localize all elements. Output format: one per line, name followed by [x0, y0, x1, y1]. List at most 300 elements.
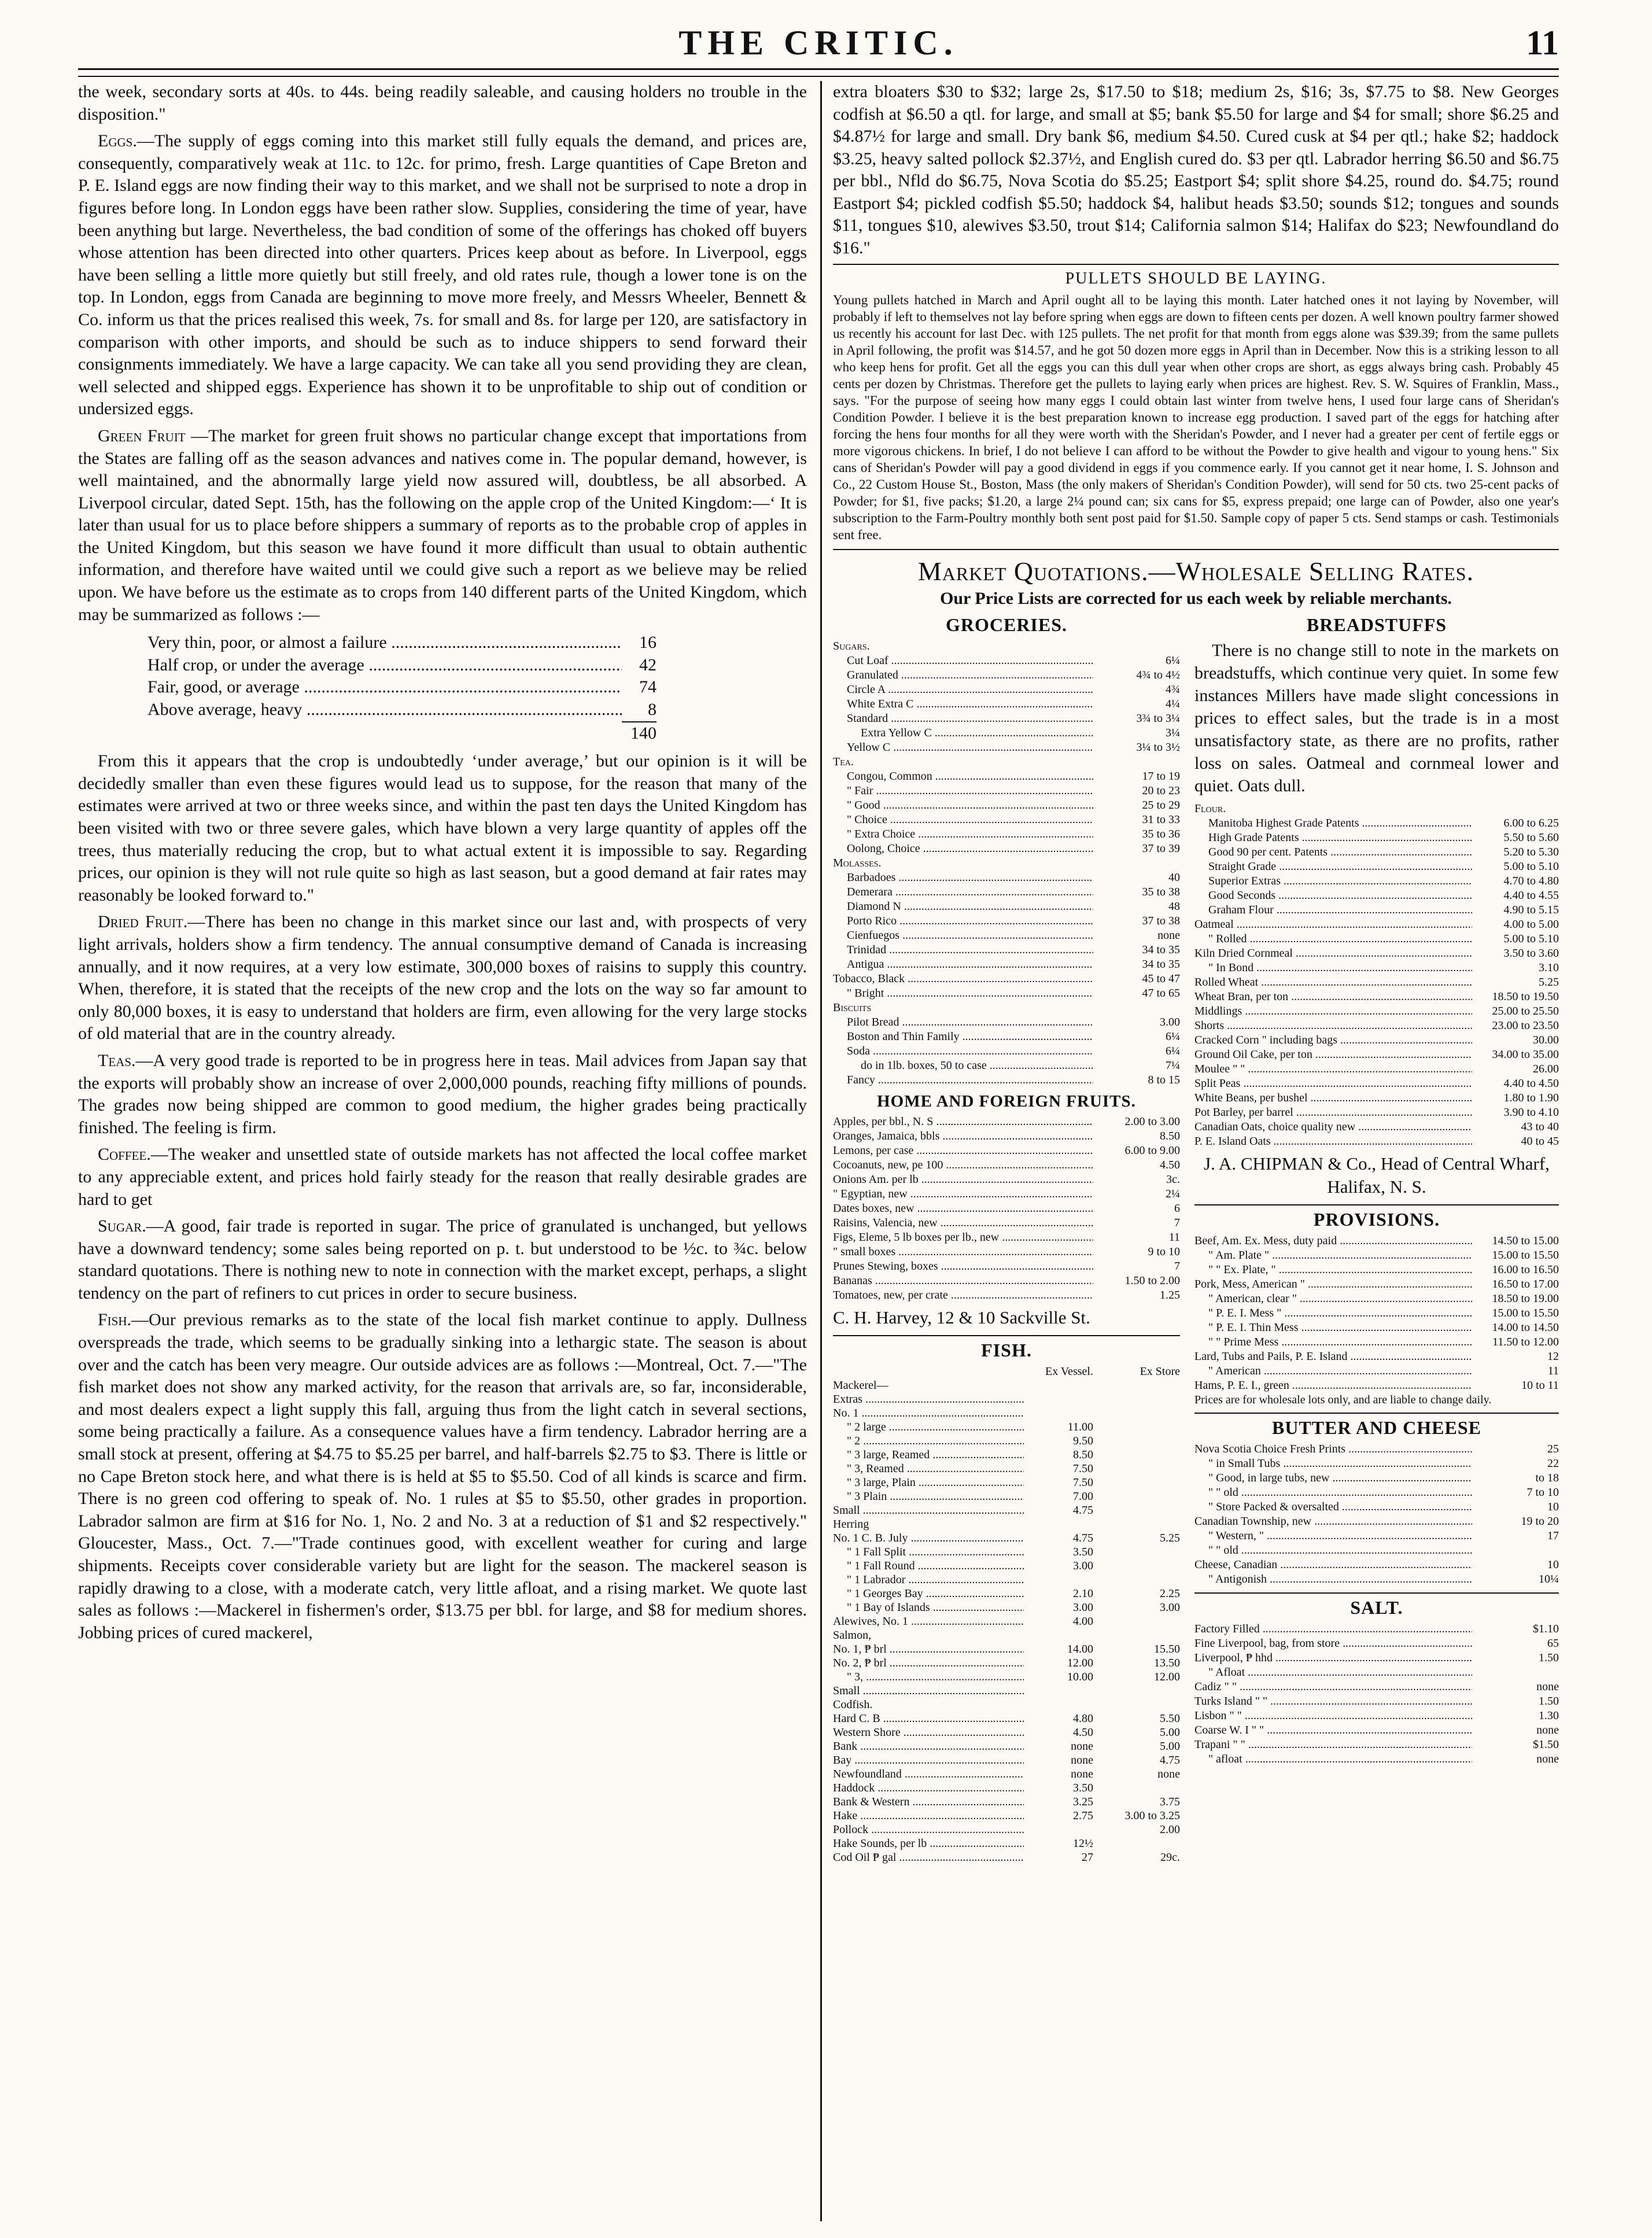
fish-store-price [1093, 1392, 1180, 1406]
provision-row [1194, 1292, 1559, 1306]
butter-title: BUTTER AND CHEESE [1272, 1417, 1481, 1438]
fish-vessel-price: 7.50 [1073, 1462, 1093, 1475]
fish-row [833, 1698, 1180, 1712]
butter-row-price [1472, 1543, 1559, 1558]
grocery-row [833, 697, 1180, 711]
salt-row [1194, 1752, 1559, 1767]
fish-vessel-price [1024, 1684, 1093, 1698]
divider [833, 549, 1559, 550]
left-column [78, 81, 807, 2221]
grocery-row-price [1093, 755, 1180, 769]
fish-store-price [1093, 1684, 1180, 1698]
fish-row [833, 1670, 1180, 1684]
fish-name: " 1 Bay of Islands ..... [833, 1601, 1024, 1614]
fish-store-price: 12.00 [1154, 1671, 1180, 1683]
salt-row-price: 1.50 [1539, 1651, 1559, 1664]
flour-row-name: Split Peas ..... [1194, 1076, 1472, 1091]
butter-row-name: " in Small Tubs ..... [1194, 1457, 1472, 1471]
fruits-title: HOME AND FOREIGN FRUITS. [877, 1092, 1136, 1111]
fish-name: " 2 large ..... [833, 1420, 1024, 1434]
fish-vessel-price: 7.00 [1073, 1490, 1093, 1503]
grocery-row [833, 755, 1180, 769]
salt-row-name: Turks Island " " ..... [1194, 1694, 1472, 1709]
grocery-row-price: 45 to 47 [1142, 972, 1180, 985]
fish-row [833, 1684, 1180, 1698]
market-subtitle: Our Price Lists are corrected for us each week by reliable merchants. [940, 589, 1452, 608]
grocery-row-price: 3¼ [1166, 727, 1180, 739]
fruit-row [833, 1173, 1180, 1187]
flour-row-name: " In Bond ..... [1194, 961, 1472, 975]
flour-row-price: 23.00 to 23.50 [1492, 1019, 1559, 1032]
butter-row [1194, 1572, 1559, 1587]
market-left-subcolumn [833, 612, 1180, 1864]
flour-row-price: 4.40 to 4.50 [1503, 1077, 1559, 1090]
header-rule [78, 68, 1559, 77]
fish-vessel-price: 2.75 [1073, 1809, 1093, 1822]
grocery-row-name: Yellow C ..... [833, 740, 1093, 755]
provisions-note: Prices are for wholesale lots only, and are liable to change daily. [1194, 1393, 1492, 1406]
masthead: THE CRITIC. [679, 24, 958, 62]
fish-store-price: 13.50 [1154, 1657, 1180, 1669]
flour-row-name: Flour. [1194, 802, 1226, 815]
grocery-row-name: Fancy ..... [833, 1073, 1093, 1087]
grocery-row-price: 4¼ [1166, 698, 1180, 710]
fish-vessel-price: 12.00 [1067, 1657, 1093, 1669]
flour-row-price: 18.50 to 19.50 [1492, 990, 1559, 1003]
grocery-row-price: 34 to 35 [1142, 943, 1180, 956]
grocery-row [833, 726, 1180, 740]
teas-paragraph [78, 1050, 807, 1139]
butter-row [1194, 1500, 1559, 1514]
chipman-credit: J. A. CHIPMAN & Co., Head of Central Wharf, Halifax, N. S. [1204, 1153, 1550, 1197]
grocery-row-name: Antigua ..... [833, 957, 1093, 972]
grocery-row-name: Tea. [833, 755, 854, 768]
crop-after-paragraph: From this it appears that the crop is undoubtedly ‘under average,’ but our opinion is it will be decidedly smaller than even these figures would lead us to suppose, for the reason that many of the estimates were arrived at two or three weeks since, and within the past ten days the United Kingdom has been visited with two or three severe gales, which have blown a very large quantity of apples off the trees, thus materially reducing the crop, but to what actual extent it is impossible to say. Regarding prices, our opinion is they will not rule quite so high as last season, but a good demand at fair rates may reasonably be looked forward to." [78, 751, 807, 905]
fish-store-price: 15.50 [1154, 1643, 1180, 1656]
fish-store-price [1093, 1698, 1180, 1712]
provision-row-price: 11.50 to 12.00 [1492, 1336, 1559, 1348]
fish-vessel-price: 3.00 [1073, 1601, 1093, 1614]
fruit-row [833, 1230, 1180, 1245]
flour-row-name: Kiln Dried Cornmeal ..... [1194, 946, 1472, 961]
fruit-row-name: Apples, per bbl., N. S ..... [833, 1115, 1093, 1129]
butter-row-name: " Good, in large tubs, new ..... [1194, 1471, 1472, 1485]
fish-row [833, 1434, 1180, 1448]
crop-row [148, 699, 657, 721]
dried-lead: Dried Fruit. [98, 912, 188, 932]
salt-row-name: " afloat ..... [1194, 1752, 1472, 1767]
crop-row [148, 676, 657, 699]
butter-row-price: to 18 [1535, 1472, 1559, 1484]
grocery-row-price: 3¾ to 3¼ [1136, 712, 1180, 725]
fruit-row [833, 1187, 1180, 1201]
grocery-row-name: Trinidad ..... [833, 943, 1093, 957]
eggs-text: —The supply of eggs coming into this market still fully equals the demand, and prices are, consequently, comparatively weak at 11c. to 12c. for primo, fresh. Large quantities of Cape Breton and P. E. Island eggs are now finding their way to this market, and we shall not be surprised to note a drop in figures before long. In London eggs have been rather slow. Supplies, considering the time of year, have been anything but large. Nevertheless, the bad condition of some of the offerings has choked off buyers whose attention has been directed into other quarters. Prices keep about as before. In Liverpool, eggs have been selling a little more quietly but still freely, and old rates rule, though a lower tone is on the top. In London, eggs from Canada are beginning to move more freely, and Messrs Wheeler, Bennett & Co. inform us that the prices realised this week, 7s. for small and 8s. for large per 120, are satisfactory in comparison with other imports, and should be such as to induce shippers to send forward their consignments immediately. We have a large capacity. We can take all you send providing they are clean, well selected and shipped eggs. Experience has shown it to be unprofitable to ship out of condition or undersized eggs. [78, 131, 807, 419]
flour-row-name: High Grade Patents ..... [1194, 831, 1472, 845]
butter-row-price: 19 to 20 [1521, 1515, 1559, 1528]
salt-row-name: Cadiz " " ..... [1194, 1680, 1472, 1694]
fish-store-price [1093, 1462, 1180, 1476]
fruit-row-price: 9 to 10 [1148, 1245, 1180, 1258]
butter-row-price: 7 to 10 [1526, 1486, 1559, 1499]
grocery-row [833, 654, 1180, 668]
flour-row [1194, 888, 1559, 903]
flour-row [1194, 1120, 1559, 1134]
fish-row [833, 1628, 1180, 1642]
flour-row [1194, 1033, 1559, 1048]
fish-row [833, 1406, 1180, 1420]
salt-row [1194, 1622, 1559, 1636]
fish-vessel-price [1024, 1698, 1093, 1712]
grocery-row-price: 47 to 65 [1142, 987, 1180, 1000]
fish-vessel-price [1024, 1628, 1093, 1642]
grocery-row [833, 856, 1180, 871]
grocery-row [833, 798, 1180, 813]
butter-row [1194, 1529, 1559, 1543]
fish-store-price: 3.00 [1160, 1601, 1180, 1614]
butter-row-price: 10 [1547, 1558, 1559, 1571]
fish-header-vessel: Ex Vessel. [1045, 1365, 1093, 1378]
column-rule [820, 81, 822, 2221]
fish-name: Hard C. B ..... [833, 1712, 1024, 1725]
grocery-row-price: 40 [1168, 871, 1180, 884]
crop-label: Half crop, or under the average ..... [148, 654, 622, 677]
fish-vessel-price: 4.75 [1073, 1504, 1093, 1517]
fish-store-price [1093, 1545, 1180, 1559]
grocery-row [833, 683, 1180, 697]
fish-vessel-price: 3.00 [1073, 1559, 1093, 1572]
crop-value: 42 [639, 655, 657, 674]
butter-row-price: 10¼ [1539, 1573, 1559, 1586]
fruit-row-price: 11 [1168, 1231, 1180, 1244]
flour-row [1194, 802, 1559, 816]
flour-row [1194, 932, 1559, 946]
salt-row-name: Fine Liverpool, bag, from store ..... [1194, 1636, 1472, 1651]
divider [833, 264, 1559, 265]
fish-store-price: 2.25 [1160, 1587, 1180, 1600]
fish-row [833, 1476, 1180, 1489]
grocery-row-price [1093, 1001, 1180, 1015]
flour-row-price: 5.00 to 5.10 [1503, 932, 1559, 945]
grocery-row-name: " Good ..... [833, 798, 1093, 813]
fish-vessel-price: 8.50 [1073, 1448, 1093, 1461]
salt-row [1194, 1636, 1559, 1651]
grocery-row-name: " Choice ..... [833, 813, 1093, 827]
provision-row-price: 10 to 11 [1521, 1379, 1559, 1392]
salt-title: SALT. [1350, 1597, 1403, 1618]
fish-lead: Fish. [98, 1310, 132, 1330]
fruit-row-name: Onions Am. per lb ..... [833, 1173, 1093, 1187]
fish-name: Bay ..... [833, 1753, 1024, 1767]
fish-vessel-price: 27 [1082, 1851, 1093, 1864]
grocery-row-name: Standard ..... [833, 711, 1093, 726]
flour-row-name: Middlings ..... [1194, 1004, 1472, 1019]
grocery-row-price: 8 to 15 [1148, 1074, 1180, 1086]
fruit-row-name: Tomatoes, new, per crate ..... [833, 1288, 1093, 1303]
fish-vessel-price: 14.00 [1067, 1643, 1093, 1656]
fish-vessel-price: 10.00 [1067, 1671, 1093, 1683]
salt-row-price: 1.50 [1539, 1695, 1559, 1708]
salt-row-name: Factory Filled ..... [1194, 1622, 1472, 1636]
fruits-list [833, 1115, 1180, 1303]
flour-row-name: Ground Oil Cake, per ton ..... [1194, 1048, 1472, 1062]
provision-row-name: " American ..... [1194, 1364, 1472, 1378]
fish-row [833, 1725, 1180, 1739]
grocery-row-price: 3¼ to 3½ [1136, 741, 1180, 754]
fish-name: No. 1 ..... [833, 1406, 1024, 1420]
grocery-row-name: Granulated ..... [833, 668, 1093, 683]
fish-store-price: 4.75 [1160, 1754, 1180, 1767]
salt-row-name: " Afloat ..... [1194, 1665, 1472, 1680]
flour-row-price [1472, 802, 1559, 816]
flour-row-price: 4.90 to 5.15 [1503, 904, 1559, 916]
flour-row-price: 3.90 to 4.10 [1503, 1106, 1559, 1119]
fish-vessel-price: none [1071, 1740, 1093, 1753]
grocery-row-name: Tobacco, Black ..... [833, 972, 1093, 986]
butter-list [1194, 1442, 1559, 1587]
fish-name: " 1 Labrador ..... [833, 1573, 1024, 1587]
sugar-lead: Sugar. [98, 1216, 146, 1236]
pullets-text: Young pullets hatched in March and April ought all to be laying this month. Later hatched ones it not laying by November, will probably if left to themselves not lay before spring when eggs are down to fifteen cents per dozen. A well known poultry farmer showed us recently his account for last Dec. with 125 pullets. The net profit for that month from eggs alone was $39.39; from the same pullets in April following, the profit was $14.57, and he got 50 dozen more eggs in April than in December. Now this is a striking lesson to all who keep hens for profit. Get all the eggs you can this dull year when other crops are short, as eggs always bring cash. Probably 45 cents per dozen by Christmas. Therefore get the pullets to laying early when prices are highest. Rev. S. W. Squires of Franklin, Mass., says. "For the purpose of seeing how many eggs I could obtain last winter from twelve hens, I used four large cans of Sheridan's Condition Powder. I believe it is the best preparation known to increase egg production. I saved part of the eggs for hatching after forcing the hens four months for all they were worth with the Sheridan's Powder, and I never had a greater per cent of fertile eggs or more vigorous chickens. In brief, I do not believe I can afford to be without the Powder to give health and vigour to young hens." Six cans of Sheridan's Powder will pay a good dividend in eggs if you commence early. If you cannot get it near home, I. S. Johnson and Co., 22 Custom House St., Boston, Mass (the only makers of Sheridan's Condition Powder), will send for 50 cts. two 25-cent packs of Powder; for $1, five packs; $1.20, a large 2¼ pound can; six cans for $5, express prepaid; one large can of Powder, also one year's subscription to the Farm-Poultry monthly both sent post paid for $1.50. Sample copy of paper 5 cts. Send stamps or cash. Testimonials sent free. [833, 293, 1559, 542]
provision-row [1194, 1350, 1559, 1364]
flour-row-price: 3.10 [1539, 961, 1559, 974]
fish-vessel-price: 11.00 [1067, 1421, 1093, 1433]
grocery-row-name: Porto Rico ..... [833, 914, 1093, 928]
butter-row-name: " Western, " ..... [1194, 1529, 1472, 1543]
fish-vessel-price [1024, 1823, 1093, 1837]
fish-row [833, 1531, 1180, 1545]
fruit-row-name: Oranges, Jamaica, bbls ..... [833, 1129, 1093, 1144]
fish-name: Alewives, No. 1 ..... [833, 1614, 1024, 1628]
fish-store-price: 3.00 to 3.25 [1124, 1809, 1180, 1822]
fish-row [833, 1448, 1180, 1462]
butter-row [1194, 1485, 1559, 1500]
fish-store-price: 5.00 [1160, 1740, 1180, 1753]
flour-row-price: 5.25 [1539, 976, 1559, 989]
flour-row-price: 5.50 to 5.60 [1503, 831, 1559, 844]
salt-list [1194, 1622, 1559, 1767]
fruit-row [833, 1245, 1180, 1259]
fish-row [833, 1517, 1180, 1531]
fish-name: " 3 large, Plain ..... [833, 1476, 1024, 1489]
fruit-row [833, 1144, 1180, 1158]
fish-store-price [1093, 1628, 1180, 1642]
flour-row [1194, 831, 1559, 845]
fish-vessel-price: 3.50 [1073, 1546, 1093, 1558]
crop-value: 74 [639, 677, 657, 697]
eggs-paragraph [78, 130, 807, 421]
provision-row-name: " P. E. I. Mess " ..... [1194, 1306, 1472, 1321]
fish-paragraph [78, 1309, 807, 1644]
fruit-row-price: 2¼ [1166, 1188, 1180, 1200]
provision-row [1194, 1306, 1559, 1321]
grocery-row-name: White Extra C ..... [833, 697, 1093, 711]
coffee-lead: Coffee. [98, 1145, 151, 1164]
divider [833, 1335, 1180, 1336]
fruit-row-price: 7 [1174, 1216, 1180, 1229]
page-number: 11 [1526, 24, 1559, 62]
fish-continued: extra bloaters $30 to $32; large 2s, $17.50 to $18; medium 2s, $16; 3s, $7.75 to $8. New Georges codfish at $6.50 a qtl. for large, and small at $5; bank $5.50 for large and $4 for small; shore $6.25 and $4.87½ for large and small. Dry bank $6, medium $4.50. Cured cusk at $4 per qtl.; hake $2; haddock $3.25, heavy salted pollock $2.37½, and English cured do. $3 per qtl. Labrador herring $6.50 and $6.75 per bbl., Nfld do $6.75, Nova Scotia do $5.25; Eastport $4; split shore $4.25, round do. $4.75; round Eastport $4; pickled codfish $5.50; haddock $4, halibut heads $3.50; sounds $12; tongues and sounds $11, tongues $10, alewives $3.50, trout $14; California salmon $14; Halifax do $23; Newfoundland do $16." [833, 82, 1559, 257]
provision-row-name: " P. E. I. Thin Mess ..... [1194, 1321, 1472, 1335]
flour-row-name: Pot Barley, per barrel ..... [1194, 1105, 1472, 1120]
flour-row-price: 26.00 [1533, 1063, 1559, 1075]
fish-row [833, 1837, 1180, 1850]
fruit-row-price: 8.50 [1160, 1130, 1180, 1142]
flour-row-price: 40 to 45 [1521, 1135, 1559, 1148]
grocery-row [833, 769, 1180, 784]
fruit-row-price: 6.00 to 9.00 [1124, 1144, 1180, 1157]
sugar-text: —A good, fair trade is reported in sugar. The price of granulated is unchanged, but yellows have a downward tendency; some sales being reported on p. t. but understood to be ½c. to ¾c. below standard quotations. There is nothing new to note in connection with the market except, perhaps, a slight tendency on the part of refiners to cut prices in order to secure business. [78, 1216, 807, 1303]
fish-store-price [1093, 1434, 1180, 1448]
fish-store-price [1093, 1614, 1180, 1628]
fish-row [833, 1503, 1180, 1517]
fish-row [833, 1601, 1180, 1614]
grocery-row-name: Oolong, Choice ..... [833, 842, 1093, 856]
grocery-row-name: " Bright ..... [833, 986, 1093, 1001]
butter-row [1194, 1543, 1559, 1558]
butter-row [1194, 1558, 1559, 1572]
fish-name: " 3 Plain ..... [833, 1489, 1024, 1503]
flour-row-name: Graham Flour ..... [1194, 903, 1472, 917]
sugar-paragraph [78, 1215, 807, 1304]
grocery-row [833, 1059, 1180, 1073]
fish-row [833, 1809, 1180, 1823]
fish-vessel-price: 4.80 [1073, 1712, 1093, 1725]
grocery-row [833, 827, 1180, 842]
butter-row-name: " Store Packed & oversalted ..... [1194, 1500, 1472, 1514]
grocery-row-price: 6¼ [1166, 1045, 1180, 1057]
fish-store-price [1093, 1781, 1180, 1795]
fruit-row [833, 1115, 1180, 1129]
green-fruit-paragraph [78, 425, 807, 626]
grocery-row-name: Demerara ..... [833, 885, 1093, 899]
grocery-row [833, 711, 1180, 726]
butter-row-name: Nova Scotia Choice Fresh Prints ..... [1194, 1442, 1472, 1457]
green-lead: Green Fruit [98, 426, 186, 445]
flour-row [1194, 1076, 1559, 1091]
flour-row-name: Good 90 per cent. Patents ..... [1194, 845, 1472, 860]
fish-name: Pollock ..... [833, 1823, 1024, 1837]
fish-store-price [1093, 1517, 1180, 1531]
flour-row [1194, 917, 1559, 932]
provision-row-price: 15.00 to 15.50 [1492, 1249, 1559, 1262]
fruit-row [833, 1158, 1180, 1173]
fruit-row-price: 1.25 [1160, 1289, 1180, 1301]
provision-row [1194, 1263, 1559, 1277]
fruit-row-name: Raisins, Valencia, new ..... [833, 1216, 1093, 1230]
crop-row [148, 654, 657, 677]
fish-row [833, 1739, 1180, 1753]
fish-vessel-price: 4.75 [1073, 1532, 1093, 1544]
provision-row-price: 15.00 to 15.50 [1492, 1307, 1559, 1319]
right-column [833, 81, 1559, 2221]
divider [1194, 1592, 1559, 1594]
fish-name: Hake Sounds, per lb ..... [833, 1837, 1024, 1850]
grocery-row [833, 813, 1180, 827]
flour-row-price: 5.00 to 5.10 [1503, 860, 1559, 873]
fish-name: No. 2, ₱ brl ..... [833, 1656, 1024, 1670]
fish-name: Bank ..... [833, 1739, 1024, 1753]
fish-store-price [1093, 1448, 1180, 1462]
fish-text: —Our previous remarks as to the state of the local fish market continue to apply. Dullness overspreads the trade, which seems to be gradually sinking into a lethargic state. The season is about over and the catch has been very meagre. Our outside advices are as follows :—Montreal, Oct. 7.—"The fish market does not show any marked activity, for the reason that arrivals are, so far, inconsiderable, and most dealers expect a light supply this fall, arguing thus from the light catch in several sections, some being practically a failure. As a consequence values have a firm tendency. Labrador herring are a small stock at present, offering at $4.75 to $5.25 per barrel, and half-barrels $2.75 to $3. There is little or no Cape Breton stock here, and what there is is held at $5 to $5.50. Cod of all kinds is scarce and firm. There is no green cod offering to speak of. No. 1 rules at $5 to $5.50, other grades in proportion. Labrador salmon are firm at $16 for No. 1, No. 2 and No. 3 at a reduction of $1 and $2 respectively." Gloucester, Mass., Oct. 7.—"Trade continues good, with excellent weather for curing and large shipments. Receipts cover considerable variety but are light for the season. The mackerel season is rapidly drawing to a close, with a moderate catch, very little afloat, and a rising market. We quote last sales as follows :—Mackerel in fishermen's order, $13.75 per bbl. for large, and $8 for medium shores. Jobbing prices of cured mackerel, [78, 1310, 807, 1642]
flour-row [1194, 1019, 1559, 1033]
flour-list [1194, 802, 1559, 1149]
fish-row [833, 1462, 1180, 1476]
grocery-row-name: Biscuits [833, 1001, 872, 1014]
grocery-row-name: Boston and Thin Family ..... [833, 1030, 1093, 1044]
grocery-row-price [1093, 639, 1180, 654]
crop-label: Above average, heavy ..... [148, 699, 622, 721]
groceries-title: GROCERIES. [945, 614, 1068, 635]
salt-row-price: 1.30 [1539, 1709, 1559, 1722]
grocery-row-price: 20 to 23 [1142, 784, 1180, 797]
grocery-row-name: " Extra Choice ..... [833, 827, 1093, 842]
provision-row-name: Lard, Tubs and Pails, P. E. Island ..... [1194, 1350, 1472, 1364]
flour-row-name: Cracked Corn " including bags ..... [1194, 1033, 1472, 1048]
fruit-row-name: Cocoanuts, new, pe 100 ..... [833, 1158, 1093, 1173]
fish-vessel-price [1024, 1392, 1093, 1406]
grocery-row-price: 3.00 [1160, 1016, 1180, 1028]
grocery-row [833, 986, 1180, 1001]
fish-name: Haddock ..... [833, 1781, 1024, 1795]
fish-vessel-price: 2.10 [1073, 1587, 1093, 1600]
grocery-row [833, 1001, 1180, 1015]
flour-row-name: Oatmeal ..... [1194, 917, 1472, 932]
flour-row-name: " Rolled ..... [1194, 932, 1472, 946]
salt-row [1194, 1665, 1559, 1680]
dried-text: —There has been no change in this market since our last and, with prospects of very light arrivals, holders show a firm tendency. The annual consumptive demand of Canada is increasing annually, and it now requires, at a very low estimate, 300,000 boxes of raisins to supply this country. When, therefore, it is stated that the receipts of the new crop and the lots on the way so far amount to only 80,000 boxes, it is easy to understand that holders are firm, even allowing for the very large stocks of old material that are in the country already. [78, 912, 807, 1044]
fish-name: Small ..... [833, 1684, 1024, 1698]
grocery-row-price: 25 to 29 [1142, 799, 1180, 812]
flour-row [1194, 975, 1559, 990]
provision-row-price: 16.50 to 17.00 [1492, 1278, 1559, 1291]
fish-name: Newfoundland ..... [833, 1767, 1024, 1781]
crop-label: Fair, good, or average ..... [148, 676, 622, 699]
provision-row-name: Hams, P. E. I., green ..... [1194, 1378, 1472, 1393]
harvey-credit: C. H. Harvey, 12 & 10 Sackville St. [833, 1307, 1090, 1328]
flour-row [1194, 845, 1559, 860]
fish-row [833, 1587, 1180, 1601]
flour-row-name: Rolled Wheat ..... [1194, 975, 1472, 990]
salt-row [1194, 1694, 1559, 1709]
fish-store-price: 5.00 [1160, 1726, 1180, 1739]
salt-row-price [1472, 1665, 1559, 1680]
flour-row-price: 4.00 to 5.00 [1503, 918, 1559, 931]
flour-row-price: 25.00 to 25.50 [1492, 1005, 1559, 1017]
fish-name: " 2 ..... [833, 1434, 1024, 1448]
fish-name: " 1 Georges Bay ..... [833, 1587, 1024, 1601]
grocery-row-name: Congou, Common ..... [833, 769, 1093, 784]
flour-row [1194, 1004, 1559, 1019]
fish-store-price [1093, 1573, 1180, 1587]
flour-row [1194, 903, 1559, 917]
grocery-row-name: Cienfuegos ..... [833, 928, 1093, 943]
flour-row-name: Shorts ..... [1194, 1019, 1472, 1033]
grocery-row-name: Molasses. [833, 857, 882, 869]
flour-row [1194, 874, 1559, 888]
fruit-row-price: 7 [1174, 1260, 1180, 1273]
provision-row [1194, 1277, 1559, 1292]
grocery-row-name: " Fair ..... [833, 784, 1093, 798]
flour-row-price: 3.50 to 3.60 [1503, 947, 1559, 960]
flour-row-price: 30.00 [1533, 1034, 1559, 1046]
butter-row-name: " " old ..... [1194, 1543, 1472, 1558]
provision-row-price: 16.00 to 16.50 [1492, 1263, 1559, 1276]
fish-vessel-price: 4.00 [1073, 1615, 1093, 1628]
provision-row [1194, 1364, 1559, 1378]
fish-row [833, 1795, 1180, 1809]
fish-name: Cod Oil ₱ gal ..... [833, 1850, 1024, 1864]
